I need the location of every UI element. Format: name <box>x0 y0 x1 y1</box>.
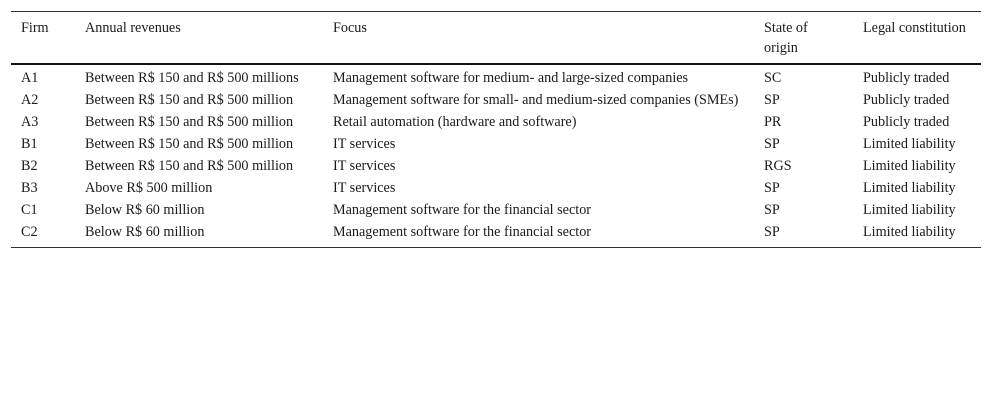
table-row <box>11 64 981 89</box>
cell-firm: A1 <box>21 70 39 86</box>
cell-state-of-origin: SP <box>764 180 780 196</box>
table-row <box>11 89 981 111</box>
cell-legal-constitution: Publicly traded <box>863 114 950 130</box>
cell-annual-revenues: Between R$ 150 and R$ 500 millions <box>85 70 299 86</box>
cell-firm: A2 <box>21 92 39 108</box>
table-body <box>11 64 981 248</box>
cell-state-of-origin: PR <box>764 114 782 130</box>
cell-firm: C2 <box>21 224 38 240</box>
cell-firm: B2 <box>21 158 38 174</box>
cell-legal-constitution: Publicly traded <box>863 70 950 86</box>
cell-state-of-origin: SP <box>764 136 780 152</box>
cell-focus: IT services <box>333 180 396 196</box>
cell-focus: Management software for the financial sector <box>333 224 592 240</box>
cell-firm: B1 <box>21 136 38 152</box>
cell-annual-revenues: Between R$ 150 and R$ 500 million <box>85 114 294 130</box>
cell-annual-revenues: Between R$ 150 and R$ 500 million <box>85 136 294 152</box>
firms-table-container <box>11 11 981 248</box>
cell-legal-constitution: Publicly traded <box>863 92 950 108</box>
cell-focus: Management software for the financial sector <box>333 202 592 218</box>
cell-focus: Retail automation (hardware and software) <box>333 114 577 130</box>
cell-legal-constitution: Limited liability <box>863 180 956 196</box>
header-legal-constitution: Legal constitution <box>863 20 966 36</box>
cell-legal-constitution: Limited liability <box>863 136 956 152</box>
header-firm: Firm <box>21 20 49 36</box>
cell-firm: C1 <box>21 202 38 218</box>
cell-state-of-origin: SC <box>764 70 782 86</box>
cell-focus: IT services <box>333 158 396 174</box>
cell-firm: B3 <box>21 180 38 196</box>
table-row <box>11 221 981 248</box>
header-annual-revenues: Annual revenues <box>85 20 181 36</box>
cell-state-of-origin: SP <box>764 202 780 218</box>
cell-state-of-origin: SP <box>764 92 780 108</box>
cell-legal-constitution: Limited liability <box>863 224 956 240</box>
cell-focus: IT services <box>333 136 396 152</box>
table-row <box>11 155 981 177</box>
cell-annual-revenues: Between R$ 150 and R$ 500 million <box>85 92 294 108</box>
cell-annual-revenues: Below R$ 60 million <box>85 224 205 240</box>
cell-annual-revenues: Below R$ 60 million <box>85 202 205 218</box>
cell-firm: A3 <box>21 114 39 130</box>
cell-legal-constitution: Limited liability <box>863 202 956 218</box>
cell-state-of-origin: SP <box>764 224 780 240</box>
table-row <box>11 199 981 221</box>
cell-annual-revenues: Above R$ 500 million <box>85 180 213 196</box>
table-header <box>11 12 981 65</box>
cell-focus: Management software for small- and medium-sized companies (SMEs) <box>333 92 739 108</box>
cell-state-of-origin: RGS <box>764 158 792 174</box>
header-row <box>11 12 981 65</box>
cell-legal-constitution: Limited liability <box>863 158 956 174</box>
table-row <box>11 177 981 199</box>
header-state-of-origin: State of origin <box>764 20 808 56</box>
table-row <box>11 133 981 155</box>
cell-focus: Management software for medium- and large-sized companies <box>333 70 689 86</box>
firms-table <box>11 11 981 248</box>
header-focus: Focus <box>333 20 367 36</box>
table-row <box>11 111 981 133</box>
cell-annual-revenues: Between R$ 150 and R$ 500 million <box>85 158 294 174</box>
